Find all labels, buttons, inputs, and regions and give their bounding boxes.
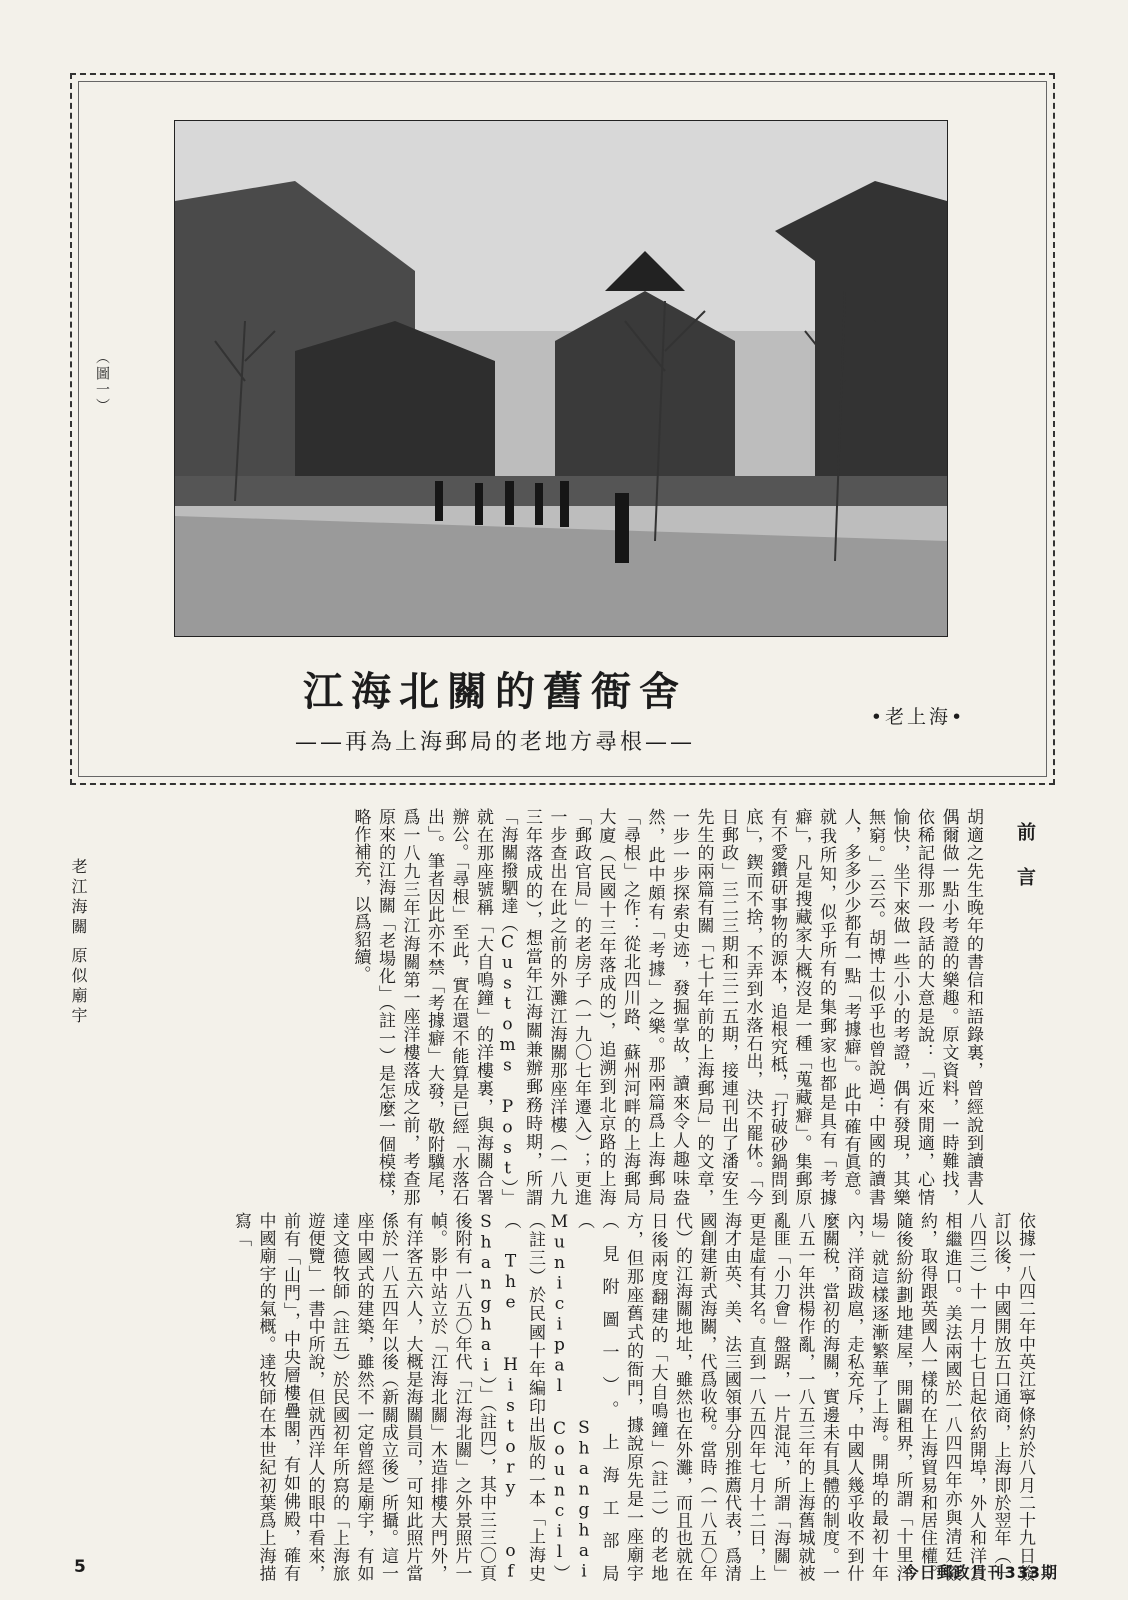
customs-house-photo-illustration — [175, 121, 947, 636]
caption-line-1: 老江海關 — [69, 858, 88, 938]
page-number: 5 — [74, 1557, 86, 1577]
publication-footer: 今日郵政月刊333期 — [902, 1563, 1058, 1582]
author-name: •老上海• — [870, 706, 966, 728]
section-heading: 前言 — [1014, 822, 1036, 912]
lower-text-block: 依據一八四二年中英江寧條約於八月二十九日簽訂以後，中國開放五口通商，上海即於翌年（一八四三）十一月十七日起依約開埠，外人和洋貨相繼進口。美法兩國於一八四四年亦與清廷簽約，取得跟英國人一樣的在上海貿易和居住權。隨後紛紛劃地建屋，開闢租界，所謂「十里洋場」就這樣逐漸繁華了上海。開埠的最初十年內，洋商跋扈，走私充斥，中國人幾乎收不到什麼關稅，當初的海關，實邊未有具體的制度。一八五一年洪楊作亂，一八五三年的上海舊城就被亂匪「小刀會」盤踞，一片混沌，所謂「海關」更是虛有其名。直到一八五四年七月十二日，上海才由英、美、法三國領事分別推薦代表，爲清國創建新式海關，代爲收稅。當時（一八五〇年代）的江海關地址，雖然也在外灘，而且也就在日後兩度翻建的「大自鳴鐘」（註二）的老地方，但那座舊式的衙門，據說原先是一座廟宇（見附圖一）。上海工部局（Shanghai Municipal Council）（註三）於民國十年編印出版的一本「上海史（The History of Shanghai）」（註四），其中三三〇頁後附有一八五〇年代「江海北關」之外景照片一幀。影中站立於「江海北關」木造排樓大門外，有洋客五六人，大概是海關員司，可知此照片當係於一八五四年以後（新關成立後）所攝。這一座中國式的建築，雖然不一定曾經是廟宇，有如達文德牧師（註五）於民國初年所寫的「上海旅遊便覽」一書中所說，但就西洋人的眼中看來，前有「山門」，中央層樓疊閣，有如佛殿，確有中國廟宇的氣概。達牧師在本世紀初葉爲上海描寫「 — [231, 1212, 1035, 1582]
photo-caption — [64, 858, 92, 1027]
article-subtitle: ——再為上海郵局的老地方尋根—— — [294, 730, 695, 755]
caption-line-2: 原似廟宇 — [69, 947, 88, 1028]
upper-text-block: 胡適之先生晚年的書信和語錄裏，曾經說到讀書人偶爾做一點小考證的樂趣。原文資料，一時難找，依稀記得那一段話的大意是說：「近來閒適，心情愉快，坐下來做一些小小的考證，偶有發現，其樂無窮。」云云。胡博士似乎也曾說過：中國的讀書人，多多少少都有一點「考據癖」。此中確有眞意。就我所知，似乎所有的集郵家也都是具有「考據癖」，凡是搜藏家大概沒是一種「蒐藏癖」。集郵原有不愛鑽研事物的源本，追根究柢，「打破砂鍋問到底」，鍥而不捨，不弄到水落石出，決不罷休。「今日郵政」三二三期和三二五期，接連刊出了潘安生先生的兩篇有關「七十年前的上海郵局」的文章，一步一步探索史迹，發掘掌故，讀來令人趣味盎然，此中頗有「考據」之樂。那兩篇爲上海郵局「尋根」之作：從北四川路、蘇州河畔的上海郵局大廈（民國十三年落成的），追溯到北京路的上海「郵政官局」的老房子（一九〇七年遷入）；更進一步查出在此之前的外灘江海關那座洋樓（一八九三年落成的），想當年江海關兼辦郵務時期，所謂「海關撥駟達（Customs Post）」就在那座號稱「大自鳴鐘」的洋樓裏，與海關合署辦公。「尋根」至此，實在還不能算是已經「水落石出」。筆者因此亦不禁「考據癖」大發，敬附驥尾，爲一八九三年江海關第一座洋樓落成之前，考查那原來的江海關「老場化」（註一）是怎麼一個模樣，略作補充，以爲貂續。 — [350, 808, 983, 1206]
historical-photo — [174, 120, 948, 637]
article-title: 江海北關的舊衙舍 — [303, 669, 687, 715]
figure-label: （圖一） — [94, 350, 110, 414]
